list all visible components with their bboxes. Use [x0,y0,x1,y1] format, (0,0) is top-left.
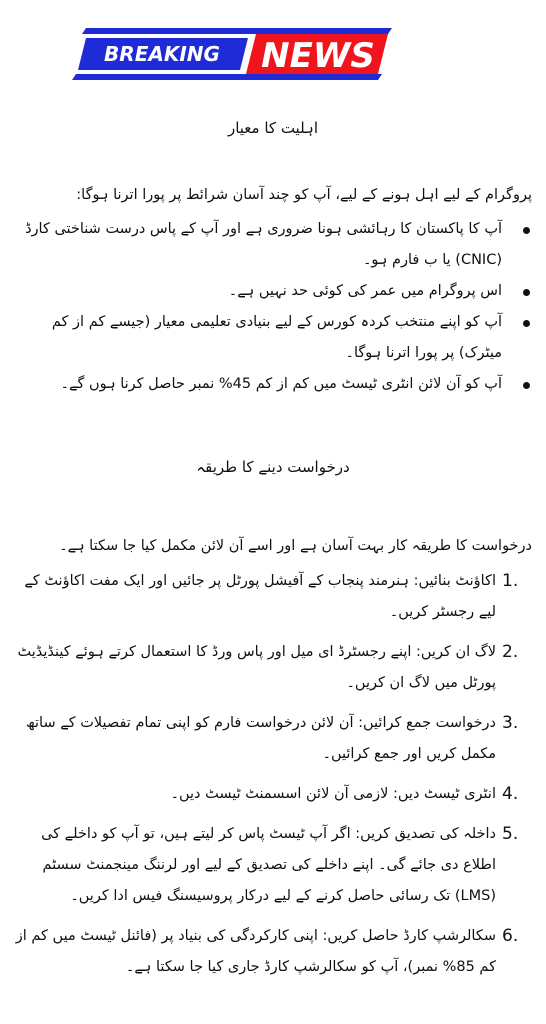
step-number: 5. [502,824,519,844]
breaking-news-banner [72,26,392,82]
banner-news-text: NEWS [261,36,375,76]
eligibility-list-wrap [14,214,532,400]
step-item [14,779,532,810]
eligibility-item [14,307,532,369]
banner-top-stripe [82,28,392,34]
bullet-icon [523,382,530,389]
bullet-icon [523,227,530,234]
step-number: 3. [502,713,519,733]
eligibility-item [14,276,532,307]
step-text: سکالرشپ کارڈ حاصل کریں: اپنی کارکردگی کی بنیاد پر (فائنل ٹیسٹ میں کم از کم 85% نمبر)، آپ کو سکالرشپ کارڈ جاری کیا جا سکتا ہے۔ [15,928,496,975]
application-intro: درخواست کا طریقہ کار بہت آسان ہے اور اسے آن لائن مکمل کیا جا سکتا ہے۔ [59,538,532,554]
step-text: لاگ ان کریں: اپنے رجسٹرڈ ای میل اور پاس ورڈ کا استعمال کرتے ہوئے کینڈیڈیٹ پورٹل میں لاگ ان کریں۔ [17,644,496,691]
eligibility-item [14,214,532,276]
step-item [14,637,532,699]
eligibility-item-text: اس پروگرام میں عمر کی کوئی حد نہیں ہے۔ [228,283,502,299]
step-text: درخواست جمع کرائیں: آن لائن درخواست فارم کو اپنی تمام تفصیلات کے ساتھ مکمل کریں اور جمع کرائیں۔ [25,715,496,762]
eligibility-item-text: آپ کو آن لائن انٹری ٹیسٹ میں کم از کم 45% نمبر حاصل کرنا ہوں گے۔ [60,376,502,392]
banner-breaking-text: BREAKING [104,42,220,66]
step-item [14,566,532,628]
step-text: اکاؤنٹ بنائیں: ہنرمند پنجاب کے آفیشل پورٹل پر جائیں اور ایک مفت اکاؤنٹ کے لیے رجسٹر کریں۔ [24,573,496,620]
application-steps-wrap [14,566,532,992]
step-number: 2. [502,642,519,662]
eligibility-item [14,369,532,400]
step-item [14,708,532,770]
breaking-news-graphic [72,26,392,82]
bullet-icon [523,320,530,327]
eligibility-heading: اہلیت کا معیار [227,119,319,137]
application-steps [14,566,532,983]
step-item [14,819,532,912]
application-heading: درخواست دینے کا طریقہ [196,458,350,476]
bullet-icon [523,289,530,296]
step-number: 1. [502,571,519,591]
step-item [14,921,532,983]
eligibility-item-text: آپ کو اپنے منتخب کردہ کورس کے لیے بنیادی تعلیمی معیار (جیسے کم از کم میٹرک) پر پورا اترنا ہوگا۔ [51,314,502,361]
step-number: 6. [502,926,519,946]
step-text: انٹری ٹیسٹ دیں: لازمی آن لائن اسسمنٹ ٹیسٹ دیں۔ [170,786,496,802]
step-text: داخلہ کی تصدیق کریں: اگر آپ ٹیسٹ پاس کر لیتے ہیں، تو آپ کو داخلے کی اطلاع دی جائے گی۔ اپنے داخلے کی تصدیق کے لیے اور لرننگ مینجمنٹ سسٹم (LMS) تک رسائی حاصل کرنے کے لیے درکار پروسیسنگ فیس ادا کریں۔ [41,826,496,904]
eligibility-intro: پروگرام کے لیے اہل ہونے کے لیے، آپ کو چند آسان شرائط پر پورا اترنا ہوگا: [76,187,532,203]
eligibility-item-text: آپ کا پاکستان کا رہائشی ہونا ضروری ہے اور آپ کے پاس درست شناختی کارڈ (CNIC) یا ب فارم ہو۔ [25,221,502,268]
eligibility-list [14,214,532,400]
step-number: 4. [502,784,519,804]
